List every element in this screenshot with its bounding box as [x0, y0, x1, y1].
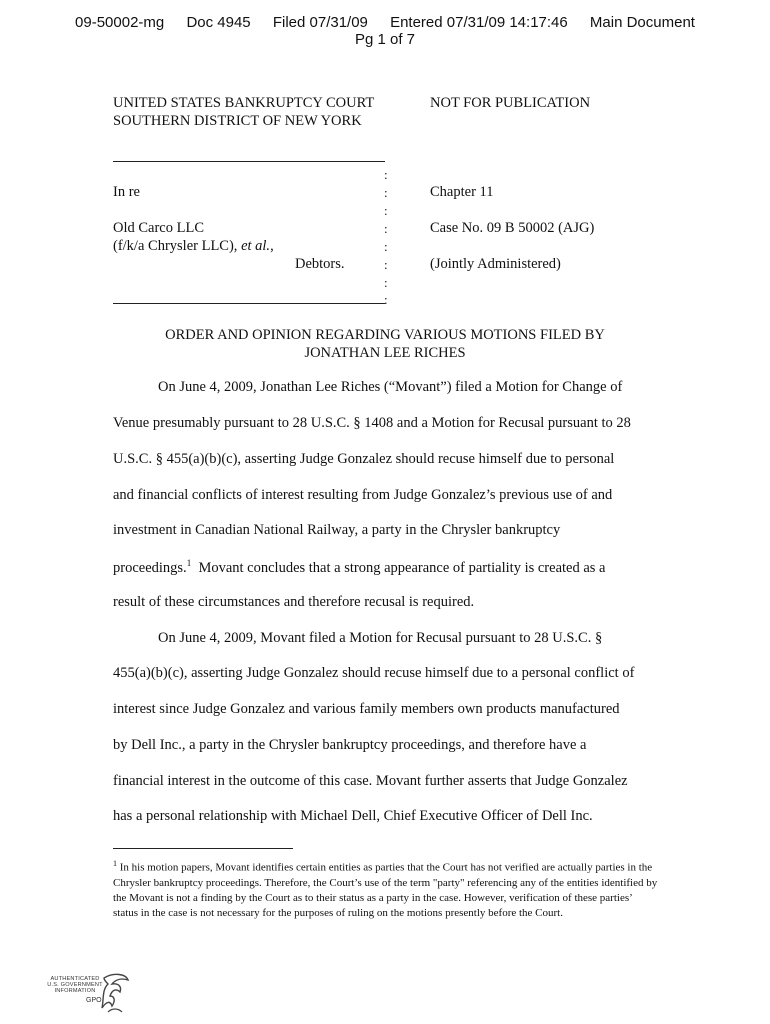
paragraph-2-line: interest since Judge Gonzalez and various family members own products manufactured: [113, 701, 620, 717]
footnote-marker: 1: [113, 859, 117, 868]
header-filed-date: Filed 07/31/09: [272, 14, 368, 31]
document-title-line1: ORDER AND OPINION REGARDING VARIOUS MOTIONS FILED BY: [165, 327, 605, 343]
footnote-rule: [113, 848, 293, 849]
paragraph-1-line: U.S.C. § 455(a)(b)(c), asserting Judge Gonzalez should recuse himself due to personal: [113, 451, 615, 467]
header-entered-date: Entered 07/31/09 14:17:46: [390, 14, 568, 31]
header-main-document: Main Document: [589, 14, 695, 31]
header-doc-number: Doc 4945: [186, 14, 251, 31]
paragraph-2-line: has a personal relationship with Michael Dell, Chief Executive Officer of Dell Inc.: [113, 808, 593, 824]
paragraph-2-line: On June 4, 2009, Movant filed a Motion for Recusal pursuant to 28 U.S.C. §: [158, 630, 603, 646]
paragraph-2-line: by Dell Inc., a party in the Chrysler bankruptcy proceedings, and therefore have a: [113, 737, 587, 753]
footnote-text: In his motion papers, Movant identifies certain entities as parties that the Court has not verified are actually parties in the Chrysler bankruptcy proceedings. Therefore, the Court’s use of the term "party" referencing any of the entities identified by the Movant is not a finding by the Court as to their status as a party in the case. However, verification of these parties’ status in the case is not necessary for the purposes of ruling on the motions presently before the Court.: [113, 861, 658, 919]
caption-top-rule: [113, 161, 385, 162]
caption-colon: :: [384, 167, 388, 182]
header-case-number: 09-50002-mg: [75, 14, 165, 31]
filing-header: [0, 14, 770, 31]
seal-gpo-text: GPO: [86, 997, 102, 1004]
document-title: [100, 326, 670, 362]
publication-status: NOT FOR PUBLICATION: [430, 95, 591, 111]
caption-colon: :: [384, 275, 388, 290]
footnote: [113, 856, 658, 921]
debtors-label: Debtors.: [295, 256, 345, 272]
footnote-reference[interactable]: 1: [186, 558, 192, 568]
court-name: [113, 94, 374, 130]
in-re-label: In re: [113, 184, 140, 200]
paragraph-1-line: On June 4, 2009, Jonathan Lee Riches (“Movant”) filed a Motion for Change of: [158, 379, 623, 395]
document-title-line2: JONATHAN LEE RICHES: [304, 345, 466, 361]
caption-colon: :: [384, 239, 388, 254]
eagle-icon: [100, 972, 132, 1018]
paragraph-1-line: proceedings.$^1$ Movant concludes that a strong appearance of partiality is created as a: [113, 558, 606, 576]
paragraph-1-line: and financial conflicts of interest resulting from Judge Gonzalez’s previous use of and: [113, 487, 613, 503]
paragraph-1-line: Venue presumably pursuant to 28 U.S.C. § 1408 and a Motion for Recusal pursuant to 28: [113, 415, 631, 431]
debtor-fka: (f/k/a Chrysler LLC), et al.,: [113, 238, 274, 254]
debtor-name: Old Carco LLC: [113, 220, 205, 236]
seal-text: AUTHENTICATED U.S. GOVERNMENT INFORMATION: [47, 976, 103, 994]
et-al: et al.: [241, 238, 271, 254]
caption-colon: :: [384, 257, 388, 272]
paragraph-1-line: result of these circumstances and therefore recusal is required.: [113, 594, 475, 610]
paragraph-1-line: investment in Canadian National Railway, a party in the Chrysler bankruptcy: [113, 522, 561, 538]
gpo-authentication-seal: [42, 972, 132, 1018]
caption-colon: :: [384, 203, 388, 218]
caption-colon: :: [384, 292, 388, 307]
chapter-label: Chapter 11: [430, 184, 494, 200]
case-number: Case No. 09 B 50002 (AJG): [430, 220, 595, 236]
caption-colon: :: [384, 185, 388, 200]
paragraph-2-line: 455(a)(b)(c), asserting Judge Gonzalez should recuse himself due to a personal conflict of: [113, 665, 635, 681]
paragraph-2-line: financial interest in the outcome of this case. Movant further asserts that Judge Gonzalez: [113, 773, 628, 789]
caption-colon: :: [384, 221, 388, 236]
caption-bottom-rule: [113, 303, 385, 304]
header-page-number: Pg 1 of 7: [354, 31, 416, 48]
court-name-line1: UNITED STATES BANKRUPTCY COURT: [113, 95, 375, 111]
court-name-line2: SOUTHERN DISTRICT OF NEW YORK: [113, 113, 362, 129]
jointly-administered: (Jointly Administered): [430, 256, 561, 272]
